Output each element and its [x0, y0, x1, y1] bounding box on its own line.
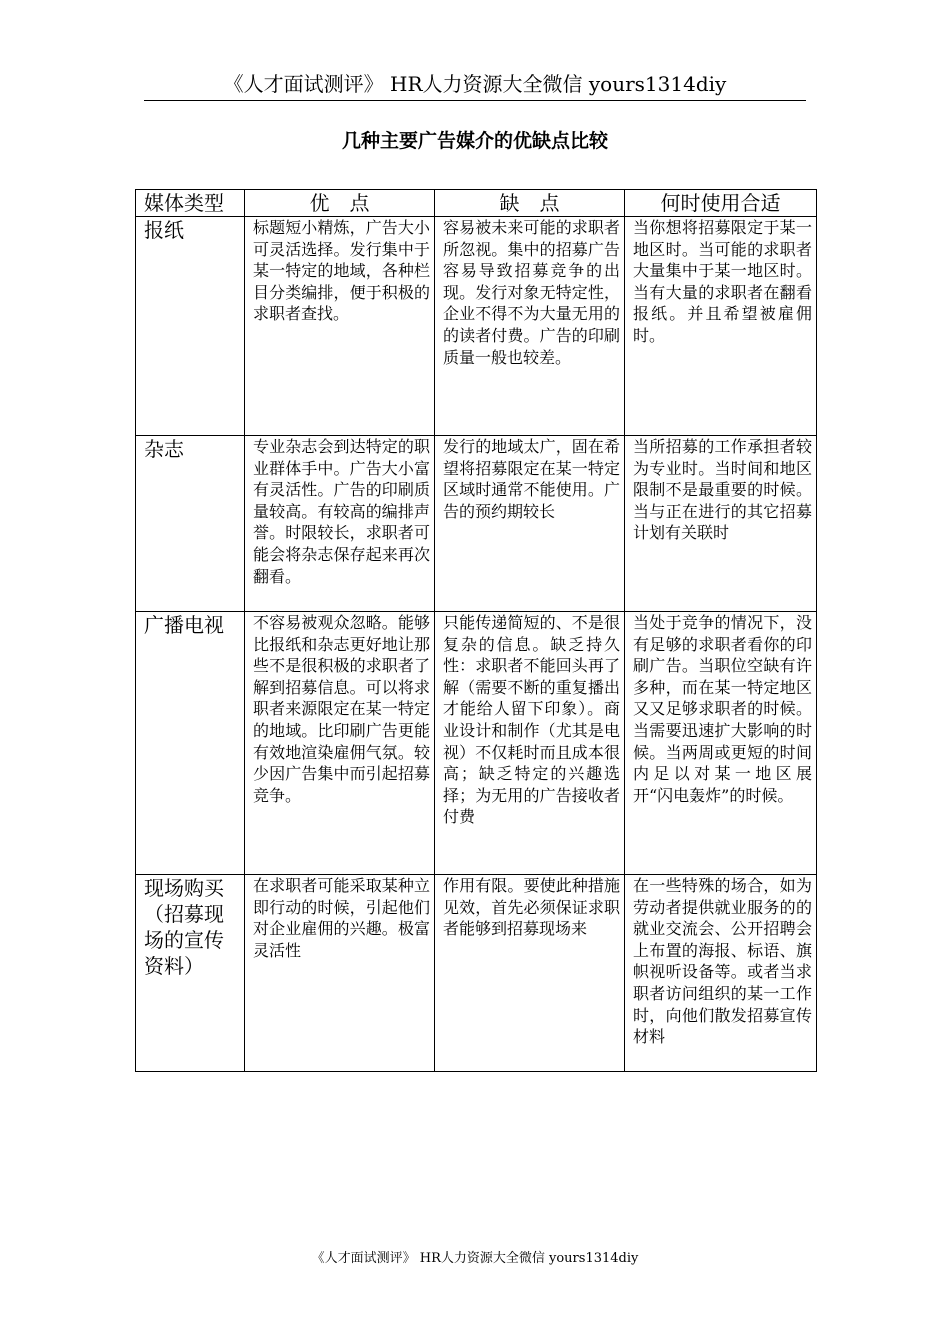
media-type-cell: 现场购买（招募现场的宣传资料） — [136, 875, 245, 1072]
pros-cell: 标题短小精炼，广告大小可灵活选择。发行集中于某一特定的地域，各种栏目分类编排，便于积极的求职者查找。 — [245, 217, 435, 436]
page-header: 《人才面试测评》 HR人力资源大全微信 yours1314diy — [144, 70, 806, 101]
table-row — [136, 612, 817, 875]
column-header-pros: 优 点 — [245, 190, 435, 217]
pros-cell: 不容易被观众忽略。能够比报纸和杂志更好地让那些不是很积极的求职者了解到招募信息。可以将求职者来源限定在某一特定的地域。比印刷广告更能有效地渲染雇佣气氛。较少因广告集中而引起招募竞争。 — [245, 612, 435, 875]
when-cell: 在一些特殊的场合，如为劳动者提供就业服务的的就业交流会、公开招聘会上布置的海报、标语、旗帜视听设备等。或者当求职者访问组织的某一工作时，向他们散发招募宣传材料 — [625, 875, 817, 1072]
column-header-media: 媒体类型 — [136, 190, 245, 217]
when-cell: 当所招募的工作承担者较为专业时。当时间和地区限制不是最重要的时候。当与正在进行的其它招募计划有关联时 — [625, 436, 817, 612]
page-footer: 《人才面试测评》 HR人力资源大全微信 yours1314diy — [311, 1251, 639, 1266]
column-header-cons: 缺 点 — [435, 190, 625, 217]
pros-cell: 在求职者可能采取某种立即行动的时候，引起他们对企业雇佣的兴趣。极富灵活性 — [245, 875, 435, 1072]
table-header-row — [136, 190, 817, 217]
media-type-cell: 杂志 — [136, 436, 245, 612]
document-title: 几种主要广告媒介的优缺点比较 — [341, 130, 608, 152]
cons-cell: 只能传递简短的、不是很复杂的信息。缺乏持久性：求职者不能回头再了解（需要不断的重复播出才能给人留下印象）。商业设计和制作（尤其是电视）不仅耗时而且成本很高；缺乏特定的兴趣选择；为无用的广告接收者付费 — [435, 612, 625, 875]
when-cell: 当你想将招募限定于某一地区时。当可能的求职者大量集中于某一地区时。当有大量的求职者在翻看报纸。并且希望被雇佣时。 — [625, 217, 817, 436]
column-header-when: 何时使用合适 — [625, 190, 817, 217]
table-row — [136, 436, 817, 612]
media-comparison-table — [135, 189, 817, 1072]
when-cell: 当处于竞争的情况下，没有足够的求职者看你的印刷广告。当职位空缺有许多种，而在某一特定地区又又足够求职者的时候。当需要迅速扩大影响的时候。当两周或更短的时间内足以对某一地区展开“闪电轰炸”的时候。 — [625, 612, 817, 875]
media-type-cell: 报纸 — [136, 217, 245, 436]
cons-cell: 作用有限。要使此种措施见效，首先必须保证求职者能够到招募现场来 — [435, 875, 625, 1072]
table-row — [136, 875, 817, 1072]
cons-cell: 发行的地域太广，固在希望将招募限定在某一特定区域时通常不能使用。广告的预约期较长 — [435, 436, 625, 612]
pros-cell: 专业杂志会到达特定的职业群体手中。广告大小富有灵活性。广告的印刷质量较高。有较高的编排声誉。时限较长，求职者可能会将杂志保存起来再次翻看。 — [245, 436, 435, 612]
media-type-cell: 广播电视 — [136, 612, 245, 875]
cons-cell: 容易被未来可能的求职者所忽视。集中的招募广告容易导致招募竞争的出现。发行对象无特定性，企业不得不为大量无用的的读者付费。广告的印刷质量一般也较差。 — [435, 217, 625, 436]
table-row — [136, 217, 817, 436]
